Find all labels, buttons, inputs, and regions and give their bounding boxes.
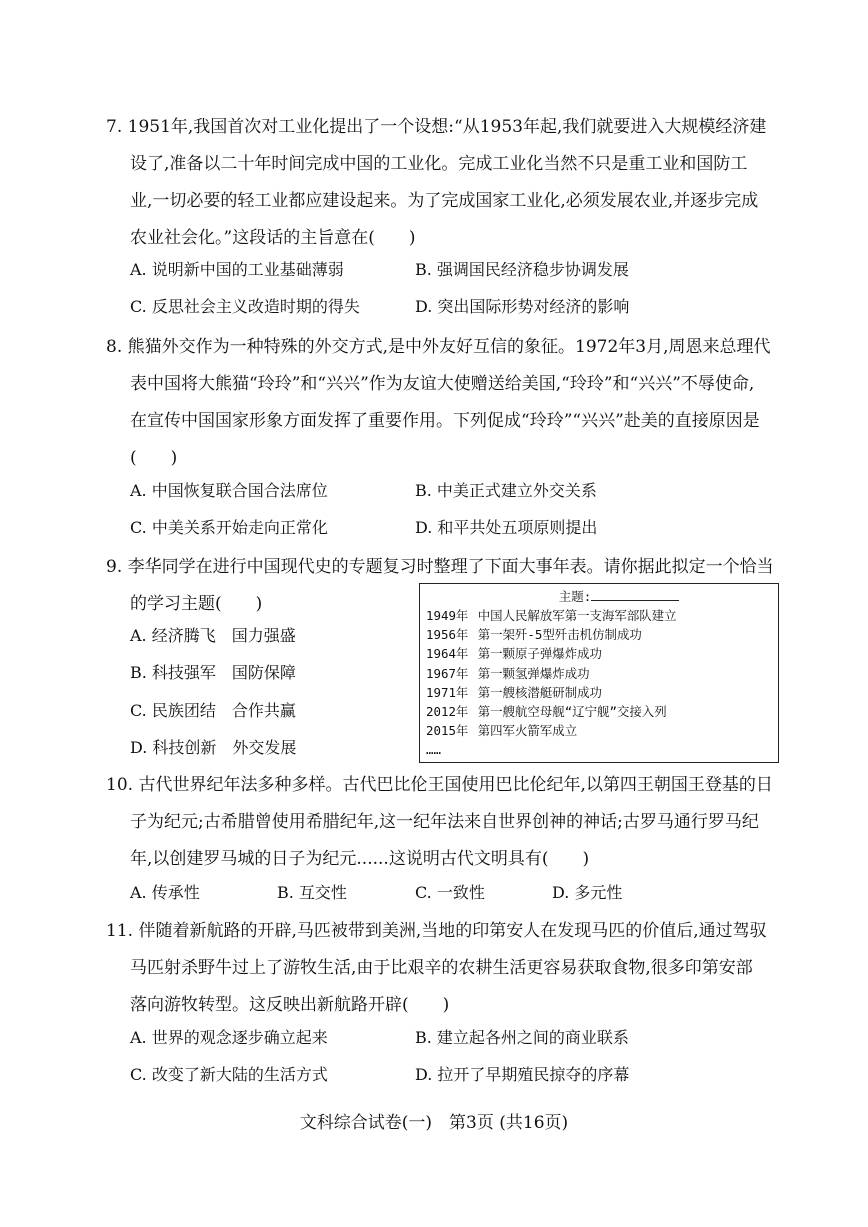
q8-option-b: B. 中美正式建立外交关系 bbox=[415, 481, 597, 500]
q11-line-3: 落向游牧转型。这反映出新航路开辟( ) bbox=[130, 995, 450, 1015]
q11-line-1: 11. 伴随着新航路的开辟,马匹被带到美洲,当地的印第安人在发现马匹的价值后,通过驾驭 bbox=[106, 921, 767, 941]
chronology-row bbox=[426, 606, 770, 625]
q11-line-2: 马匹射杀野牛过上了游牧生活,由于比艰辛的农耕生活更容易获取食物,很多印第安部 bbox=[130, 958, 753, 978]
topic-blank bbox=[591, 588, 679, 601]
chronology-topic bbox=[466, 587, 772, 606]
event-year: 1949年 bbox=[426, 608, 469, 623]
chronology-row bbox=[426, 625, 770, 644]
event-text: 第一艘航空母舰“辽宁舰”交接入列 bbox=[477, 704, 667, 720]
event-year: 2015年 bbox=[426, 723, 469, 739]
q7-option-d: D. 突出国际形势对经济的影响 bbox=[415, 297, 630, 316]
q10-line-1: 10. 古代世界纪年法多种多样。古代巴比伦王国使用巴比伦纪年,以第四王朝国王登基的日 bbox=[106, 775, 773, 795]
event-text: 第一艘核潜艇研制成功 bbox=[477, 684, 602, 700]
q11-option-b: B. 建立起各州之间的商业联系 bbox=[415, 1028, 629, 1047]
q10-option-b: B. 互交性 bbox=[277, 883, 347, 902]
q9-option-c: C. 民族团结 合作共赢 bbox=[130, 701, 296, 720]
event-text: 第一颗原子弹爆炸成功 bbox=[477, 646, 602, 662]
q7-line-1: 7. 1951年,我国首次对工业化提出了一个设想:“从1953年起,我们就要进入大规模经济建 bbox=[106, 117, 767, 137]
q7-line-3: 业,一切必要的轻工业都应建设起来。为了完成国家工业化,必须发展农业,并逐步完成 bbox=[130, 191, 759, 211]
q10-option-d: D. 多元性 bbox=[552, 883, 623, 902]
q7-option-c: C. 反思社会主义改造时期的得失 bbox=[130, 297, 360, 316]
chronology-row bbox=[426, 644, 770, 663]
event-text: 中国人民解放军第一支海军部队建立 bbox=[477, 608, 677, 623]
q8-line-4: ( ) bbox=[130, 448, 178, 468]
chronology-ellipsis: …… bbox=[426, 742, 441, 758]
q7-line-2: 设了,准备以二十年时间完成中国的工业化。完成工业化当然不只是重工业和国防工 bbox=[130, 154, 748, 174]
event-year: 1964年 bbox=[426, 646, 469, 662]
event-text: 第一架歼-5型歼击机仿制成功 bbox=[477, 627, 642, 643]
q10-line-2: 子为纪元;古希腊曾使用希腊纪年,这一纪年法来自世界创神的神话;古罗马通行罗马纪 bbox=[130, 812, 759, 832]
q9-line-2: 的学习主题( ) bbox=[130, 594, 263, 614]
q10-option-a: A. 传承性 bbox=[130, 883, 200, 902]
q9-option-d: D. 科技创新 外交发展 bbox=[130, 738, 297, 757]
chronology-row bbox=[426, 702, 770, 721]
q8-line-2: 表中国将大熊猫“玲玲”和“兴兴”作为友谊大使赠送给美国,“玲玲”和“兴兴”不辱使命, bbox=[130, 374, 755, 394]
event-year: 1956年 bbox=[426, 627, 469, 643]
q9-option-b: B. 科技强军 国防保障 bbox=[130, 663, 296, 682]
q9-line-1: 9. 李华同学在进行中国现代史的专题复习时整理了下面大事年表。请你据此拟定一个恰当 bbox=[106, 557, 774, 577]
event-year: 2012年 bbox=[426, 704, 469, 720]
q7-option-b: B. 强调国民经济稳步协调发展 bbox=[415, 260, 629, 279]
q11-option-c: C. 改变了新大陆的生活方式 bbox=[130, 1065, 328, 1084]
chronology-row bbox=[426, 664, 770, 683]
q8-option-d: D. 和平共处五项原则提出 bbox=[415, 518, 598, 537]
q10-line-3: 年,以创建罗马城的日子为纪元......这说明古代文明具有( ) bbox=[130, 849, 590, 869]
topic-label: 主题: bbox=[558, 589, 592, 604]
event-text: 第四军火箭军成立 bbox=[477, 723, 578, 739]
q10-option-c: C. 一致性 bbox=[415, 883, 485, 902]
chronology-row bbox=[426, 683, 770, 702]
event-year: 1971年 bbox=[426, 684, 469, 700]
q8-line-3: 在宣传中国国家形象方面发挥了重要作用。下列促成“玲玲”“兴兴”赴美的直接原因是 bbox=[130, 411, 760, 431]
q11-option-a: A. 世界的观念逐步确立起来 bbox=[130, 1028, 328, 1047]
page-footer: 文科综合试卷(一) 第3页 (共16页) bbox=[299, 1113, 569, 1133]
q11-option-d: D. 拉开了早期殖民掠夺的序幕 bbox=[415, 1065, 630, 1084]
q8-option-c: C. 中美关系开始走向正常化 bbox=[130, 518, 328, 537]
event-year: 1967年 bbox=[426, 665, 469, 681]
q7-option-a: A. 说明新中国的工业基础薄弱 bbox=[130, 260, 344, 279]
q8-line-1: 8. 熊猫外交作为一种特殊的外交方式,是中外友好互信的象征。1972年3月,周恩来总理代 bbox=[106, 337, 771, 357]
event-text: 第一颗氢弹爆炸成功 bbox=[477, 665, 590, 681]
chronology-row bbox=[426, 721, 770, 740]
q8-option-a: A. 中国恢复联合国合法席位 bbox=[130, 481, 328, 500]
q7-line-4: 农业社会化。”这段话的主旨意在( ) bbox=[130, 228, 416, 248]
chronology-table bbox=[419, 583, 779, 763]
q9-option-a: A. 经济腾飞 国力强盛 bbox=[130, 626, 296, 645]
